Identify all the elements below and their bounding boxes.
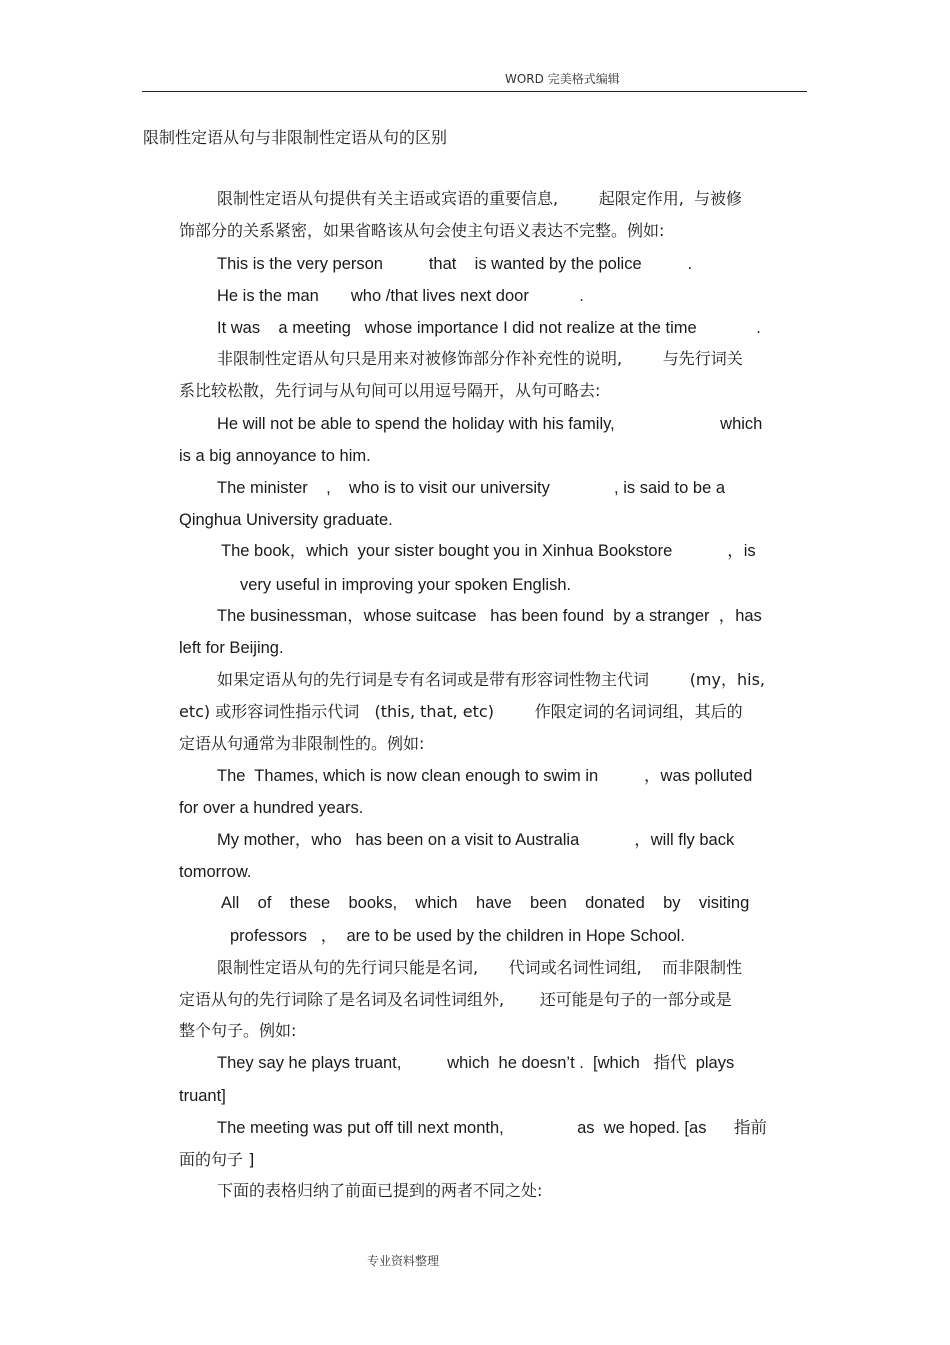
body-text-line: etc) 或形容词性指示代词 (this, that, etc) 作限定词的名词词组，其后的: [179, 702, 743, 721]
body-text-line: This is the very person that is wanted by the police .: [217, 255, 693, 273]
body-text-line: 定语从句通常为非限制性的。例如:: [179, 734, 425, 753]
body-text-line: The Thames, which is now clean enough to swim in ，was polluted: [217, 767, 753, 785]
body-text-line: 饰部分的关系紧密，如果省略该从句会使主句语义表达不完整。例如:: [179, 221, 665, 240]
body-text-line: 下面的表格归纳了前面已提到的两者不同之处:: [217, 1181, 543, 1200]
body-text-line: is a big annoyance to him.: [179, 447, 371, 465]
header-divider: [142, 91, 807, 92]
body-text-line: 系比较松散，先行词与从句间可以用逗号隔开，从句可略去:: [179, 381, 601, 400]
page-footer: 专业资料整理: [367, 1254, 440, 1268]
body-text-line: for over a hundred years.: [179, 799, 364, 817]
body-text-line: 限制性定语从句的先行词只能是名词, 代词或名词性词组, 而非限制性: [217, 958, 743, 977]
body-text-line: 整个句子。例如:: [179, 1021, 297, 1040]
body-text-line: 如果定语从句的先行词是专有名词或是带有形容词性物主代词 (my，his,: [217, 670, 765, 689]
body-text-line: My mother，who has been on a visit to Australia ，will fly back: [217, 831, 735, 849]
body-text-line: very useful in improving your spoken English.: [240, 576, 572, 594]
body-text-line: He is the man who /that lives next door .: [217, 287, 584, 305]
body-text-line: He will not be able to spend the holiday with his family, which: [217, 415, 763, 433]
body-text-line: The book，which your sister bought you in Xinhua Bookstore ，is: [221, 542, 756, 560]
body-text-line: Qinghua University graduate.: [179, 511, 393, 529]
body-text-line: left for Beijing.: [179, 639, 284, 657]
body-text-line: 限制性定语从句提供有关主语或宾语的重要信息, 起限定作用, 与被修: [217, 189, 743, 208]
body-text-line: truant]: [179, 1087, 226, 1105]
body-text-line: They say he plays truant, which he doesn’t . [which 指代 plays: [217, 1054, 735, 1072]
body-text-line: professors ， are to be used by the children in Hope School.: [230, 927, 685, 945]
body-text-line: All of these books, which have been donated by visiting: [221, 894, 750, 912]
body-text-line: 非限制性定语从句只是用来对被修饰部分作补充性的说明, 与先行词关: [217, 349, 743, 368]
body-text-line: 定语从句的先行词除了是名词及名词性词组外, 还可能是句子的一部分或是: [179, 990, 732, 1009]
body-text-line: The meeting was put off till next month, as we hoped. [as 指前: [217, 1119, 767, 1137]
page-header: WORD 完美格式编辑: [505, 72, 620, 86]
body-text-line: The minister , who is to visit our university , is said to be a: [217, 479, 726, 497]
body-text-line: The businessman，whose suitcase has been found by a stranger ，has: [217, 607, 762, 625]
body-text-line: It was a meeting whose importance I did not realize at the time .: [217, 319, 761, 337]
document-title: 限制性定语从句与非限制性定语从句的区别: [143, 128, 448, 147]
body-text-line: 面的句子 ]: [179, 1150, 255, 1169]
body-text-line: tomorrow.: [179, 863, 252, 881]
